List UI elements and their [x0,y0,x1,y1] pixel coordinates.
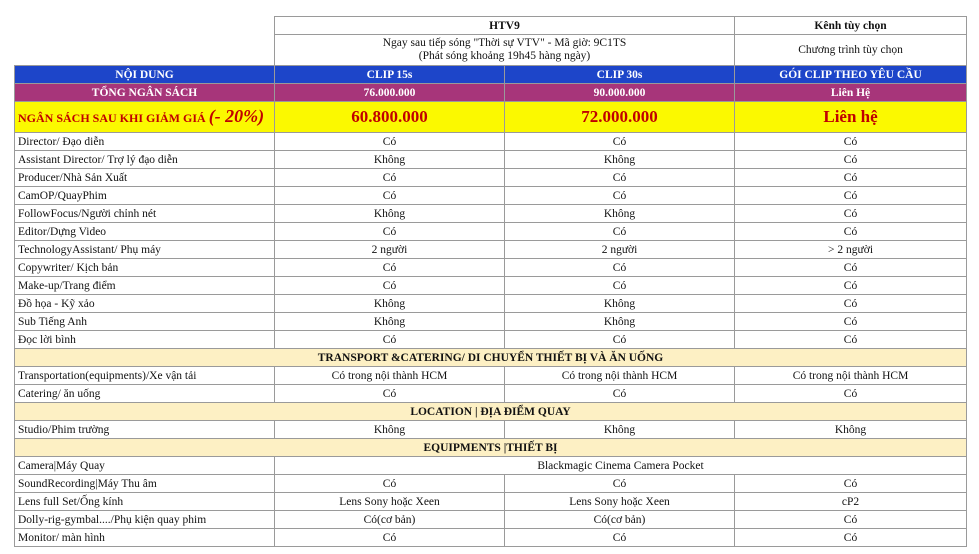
table-row [15,457,967,475]
cell-clip30[interactable]: Có [505,259,735,277]
row-label[interactable]: Producer/Nhà Sản Xuất [15,169,275,187]
row-label[interactable]: Copywriter/ Kịch bản [15,259,275,277]
optional-description[interactable]: Chương trình tùy chọn [735,35,967,66]
cell-clip30[interactable]: Lens Sony hoặc Xeen [505,493,735,511]
table-row [15,493,967,511]
cell-clip30[interactable]: Có(cơ bản) [505,511,735,529]
row-label[interactable]: Sub Tiếng Anh [15,313,275,331]
cell-clip15[interactable]: Có [275,259,505,277]
equipments-section-row [15,439,967,457]
table-row [15,169,967,187]
total-budget-label[interactable]: TỔNG NGÂN SÁCH [15,84,275,102]
table-row [15,385,967,403]
cell-clip30[interactable]: Có [505,187,735,205]
discount-label-cell[interactable] [15,102,275,133]
table-row [15,475,967,493]
table-row [15,223,967,241]
cell-clip15[interactable]: Không [275,421,505,439]
cell-clip15[interactable]: Có [275,529,505,547]
row-label[interactable]: Đồ họa - Kỹ xảo [15,295,275,313]
cell-custom[interactable]: Không [735,421,967,439]
cell-custom[interactable]: Có [735,295,967,313]
discount-percent: (- 20%) [208,106,265,126]
cell-custom[interactable]: > 2 người [735,241,967,259]
total-budget-custom[interactable]: Liên Hệ [735,84,967,102]
cell-custom[interactable]: Có [735,385,967,403]
cell-clip30[interactable]: Có [505,133,735,151]
location-section-title[interactable]: LOCATION | ĐỊA ĐIỂM QUAY [15,403,967,421]
table-row [15,151,967,169]
row-label[interactable]: Make-up/Trang điểm [15,277,275,295]
cell-custom[interactable]: Có [735,511,967,529]
discount-clip30[interactable]: 72.000.000 [505,102,735,133]
row-label[interactable]: TechnologyAssistant/ Phụ máy [15,241,275,259]
cell-clip15[interactable]: Có trong nội thành HCM [275,367,505,385]
cell-clip30[interactable]: Có [505,385,735,403]
cell-clip30[interactable]: Không [505,295,735,313]
cell-custom[interactable]: Có [735,133,967,151]
channel-header-row [15,17,967,35]
total-budget-clip15[interactable]: 76.000.000 [275,84,505,102]
table-row [15,529,967,547]
transport-section-row [15,349,967,367]
table-row [15,421,967,439]
table-row [15,295,967,313]
cell-clip15[interactable]: Có [275,187,505,205]
row-label[interactable]: Assistant Director/ Trợ lý đạo diễn [15,151,275,169]
table-row [15,187,967,205]
cell-clip15[interactable]: Có [275,475,505,493]
row-label[interactable]: Director/ Đạo diễn [15,133,275,151]
row-label[interactable]: Editor/Dựng Video [15,223,275,241]
cell-custom[interactable]: Có trong nội thành HCM [735,367,967,385]
cell-clip30[interactable]: Không [505,313,735,331]
cell-clip15[interactable]: Có [275,385,505,403]
row-label[interactable]: Catering/ ăn uống [15,385,275,403]
row-label[interactable]: CamOP/QuayPhim [15,187,275,205]
discount-clip15[interactable]: 60.800.000 [275,102,505,133]
row-label[interactable]: Đọc lời bình [15,331,275,349]
table-row [15,511,967,529]
discount-label: NGÂN SÁCH SAU KHI GIẢM GIÁ [18,111,206,125]
table-row [15,133,967,151]
cell-clip15[interactable]: Lens Sony hoặc Xeen [275,493,505,511]
htv9-desc-line2: (Phát sóng khoảng 19h45 hàng ngày) [418,50,591,62]
table-row [15,277,967,295]
clip30-header[interactable]: CLIP 30s [505,66,735,84]
equipments-section-title[interactable]: EQUIPMENTS |THIẾT BỊ [15,439,967,457]
cell-clip15[interactable]: Có(cơ bản) [275,511,505,529]
channel-desc-row [15,35,967,66]
cell-clip15[interactable]: Không [275,205,505,223]
cell-clip30[interactable]: Không [505,205,735,223]
cell-clip30[interactable]: Có trong nội thành HCM [505,367,735,385]
cell-clip30[interactable]: Không [505,421,735,439]
cell-clip15[interactable]: Không [275,295,505,313]
table-row [15,313,967,331]
cell-custom[interactable]: Có [735,187,967,205]
cell-clip30[interactable]: Có [505,331,735,349]
cell-clip15[interactable]: 2 người [275,241,505,259]
cell-custom[interactable]: Có [735,529,967,547]
row-label[interactable]: Lens full Set/Ống kính [15,493,275,511]
table-row [15,205,967,223]
cell-clip15[interactable]: Không [275,151,505,169]
cell-custom[interactable]: cP2 [735,493,967,511]
row-label[interactable]: Monitor/ màn hình [15,529,275,547]
cell-clip30[interactable]: Có [505,277,735,295]
row-label[interactable]: Studio/Phim trường [15,421,275,439]
cell-custom[interactable]: Có [735,223,967,241]
cell-clip15[interactable]: Có [275,133,505,151]
cell-clip30[interactable]: 2 người [505,241,735,259]
cell-clip15[interactable]: Không [275,313,505,331]
table-row [15,259,967,277]
cell-clip30[interactable]: Có [505,529,735,547]
total-budget-row [15,84,967,102]
optional-channel-header[interactable]: Kênh tùy chọn [735,17,967,35]
cell-clip30[interactable]: Không [505,151,735,169]
cell-clip15[interactable]: Có [275,331,505,349]
total-budget-clip30[interactable]: 90.000.000 [505,84,735,102]
cell-custom[interactable]: Có [735,475,967,493]
camera-label[interactable]: Camera|Máy Quay [15,457,275,475]
row-label[interactable]: Dolly-rig-gymbal..../Phụ kiện quay phim [15,511,275,529]
cell-custom[interactable]: Có [735,331,967,349]
cell-clip15[interactable]: Có [275,223,505,241]
clip15-header[interactable]: CLIP 15s [275,66,505,84]
discount-custom[interactable]: Liên hệ [735,102,967,133]
row-label[interactable]: Transportation(equipments)/Xe vận tải [15,367,275,385]
blank-cell [15,17,275,35]
column-header-row [15,66,967,84]
pricing-table [14,16,967,547]
row-label[interactable]: FollowFocus/Người chỉnh nét [15,205,275,223]
cell-clip30[interactable]: Có [505,223,735,241]
cell-custom[interactable]: Có [735,169,967,187]
discount-budget-row [15,102,967,133]
cell-clip30[interactable]: Có [505,169,735,187]
htv9-description[interactable] [275,35,735,66]
cell-custom[interactable]: Có [735,205,967,223]
row-label[interactable]: SoundRecording|Máy Thu âm [15,475,275,493]
content-header[interactable]: NỘI DUNG [15,66,275,84]
table-row [15,331,967,349]
cell-custom[interactable]: Có [735,313,967,331]
cell-clip15[interactable]: Có [275,169,505,187]
htv9-header[interactable]: HTV9 [275,17,735,35]
blank-cell [15,35,275,66]
table-row [15,241,967,259]
cell-custom[interactable]: Có [735,259,967,277]
camera-value[interactable]: Blackmagic Cinema Camera Pocket [275,457,967,475]
location-section-row [15,403,967,421]
transport-section-title[interactable]: TRANSPORT &CATERING/ DI CHUYỂN THIẾT BỊ VÀ ĂN UỐNG [15,349,967,367]
cell-custom[interactable]: Có [735,151,967,169]
cell-clip15[interactable]: Có [275,277,505,295]
table-row [15,367,967,385]
cell-clip30[interactable]: Có [505,475,735,493]
cell-custom[interactable]: Có [735,277,967,295]
htv9-desc-line1: Ngay sau tiếp sóng "Thời sự VTV" - Mã giờ: 9C1TS [382,37,627,49]
custom-header[interactable]: GÓI CLIP THEO YÊU CẦU [735,66,967,84]
